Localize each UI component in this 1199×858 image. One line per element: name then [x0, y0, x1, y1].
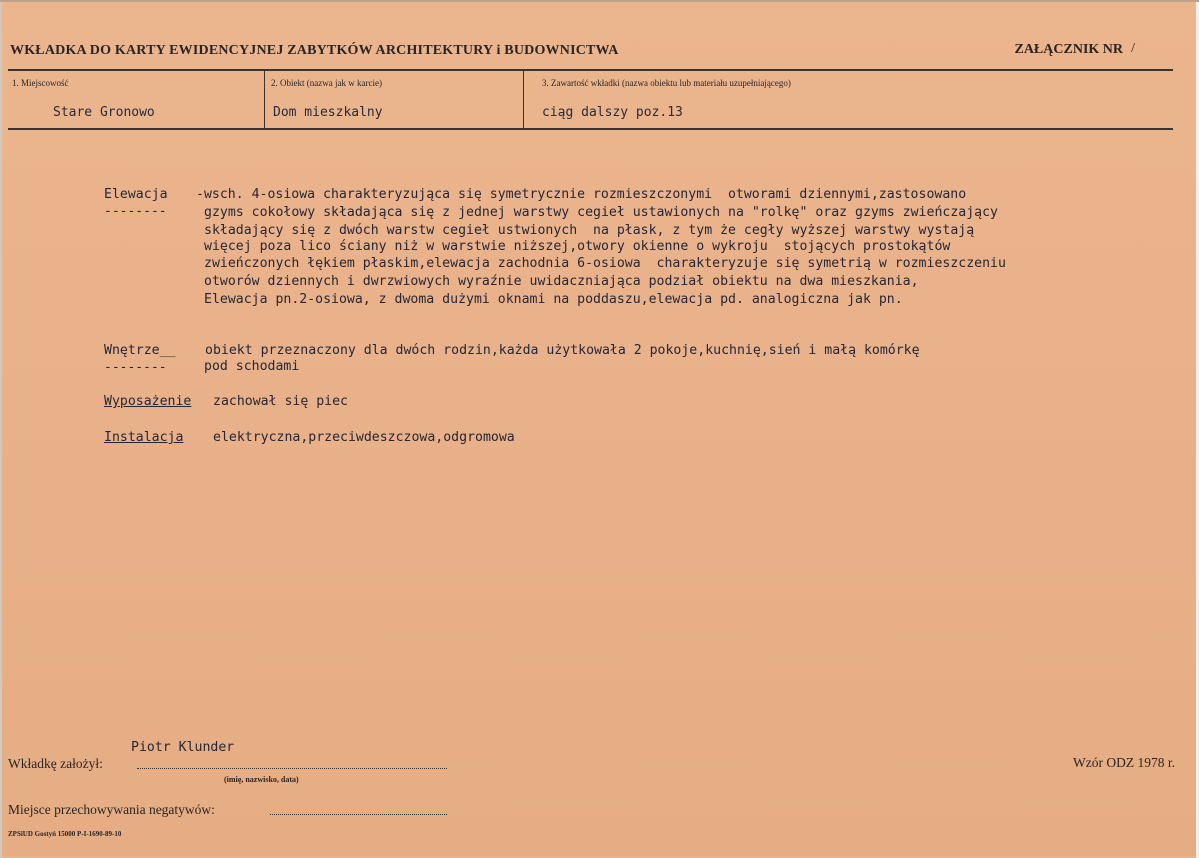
- elewacja-line-2: gzyms cokołowy składająca się z jednej warstwy cegieł ustawionych na "rolkę" oraz gzyms zwieńczający: [204, 205, 998, 220]
- content-label: 3. Zawartość wkładki (nazwa obiektu lub materiału uzupełniającego): [542, 78, 791, 88]
- wnetrze-line-1: obiekt przeznaczony dla dwóch rodzin,każda użytkowała 2 pokoje,kuchnię,sień i małą komórkę: [205, 343, 920, 358]
- attachment-number: /: [1131, 41, 1135, 56]
- field-divider-1: [264, 71, 265, 128]
- header-rule-bottom: [8, 128, 1173, 130]
- wnetrze-dashes: --------: [104, 360, 167, 375]
- printer-imprint: ZPSiUD Gostyń 15000 P-I-1690-89-10: [8, 830, 122, 838]
- card-left-edge: [0, 2, 2, 858]
- form-model: Wzór ODZ 1978 r.: [1073, 755, 1175, 770]
- elewacja-line-5: zwieńczonych łękiem płaskim,elewacja zachodnia 6-osiowa charakteryzuje się symetrią w rozmieszczeniu: [204, 256, 1006, 271]
- instalacja-text: elektryczna,przeciwdeszczowa,odgromowa: [213, 430, 515, 445]
- wyposazenie-text: zachował się piec: [213, 394, 348, 409]
- negatives-storage-line: [270, 814, 447, 815]
- created-by-line: [137, 768, 447, 769]
- elewacja-line-3: składający się z dwóch warstw cegieł ustwionych na płask, z tym że cegły wyższej warstwy wystają: [204, 223, 975, 238]
- wnetrze-heading: Wnętrze__: [104, 343, 176, 358]
- created-by-hint: (imię, nazwisko, data): [224, 775, 299, 784]
- elewacja-line-1: -wsch. 4-osiowa charakteryzująca się symetrycznie rozmieszczonymi otworami dziennymi,zastosowano: [196, 187, 967, 202]
- wnetrze-line-2: pod schodami: [204, 359, 300, 374]
- elewacja-heading: Elewacja: [104, 187, 168, 202]
- negatives-storage-label: Miejsce przechowywania negatywów:: [8, 802, 215, 817]
- elewacja-line-4: więcej poza lico ściany niż w warstwie niższej,otwory okienne o wykroju stojących prostokątów: [204, 239, 951, 254]
- attachment-label: ZAŁĄCZNIK NR: [1014, 42, 1123, 57]
- elewacja-line-7: Elewacja pn.2-osiowa, z dwoma dużymi oknami na poddaszu,elewacja pd. analogiczna jak pn.: [204, 292, 903, 307]
- instalacja-heading: Instalacja: [104, 430, 184, 445]
- content-value: ciąg dalszy poz.13: [542, 105, 683, 120]
- form-title: WKŁADKA DO KARTY EWIDENCYJNEJ ZABYTKÓW ARCHITEKTURY i BUDOWNICTWA: [10, 43, 619, 58]
- locality-value: Stare Gronowo: [53, 105, 155, 120]
- object-label: 2. Obiekt (nazwa jak w karcie): [271, 78, 382, 88]
- object-value: Dom mieszkalny: [273, 105, 383, 120]
- header-rule-top: [8, 69, 1173, 71]
- elewacja-dashes: --------: [104, 204, 167, 219]
- locality-label: 1. Miejscowość: [12, 78, 69, 88]
- field-divider-2: [523, 71, 524, 128]
- created-by-label: Wkładkę założył:: [8, 756, 103, 771]
- author-name: Piotr Klunder: [131, 740, 235, 755]
- elewacja-line-6: otworów dziennych i dwrzwiowych wyraźnie uwidaczniająca podział obiektu na dwa mieszkania,: [204, 274, 919, 289]
- wyposazenie-heading: Wyposażenie: [104, 394, 192, 409]
